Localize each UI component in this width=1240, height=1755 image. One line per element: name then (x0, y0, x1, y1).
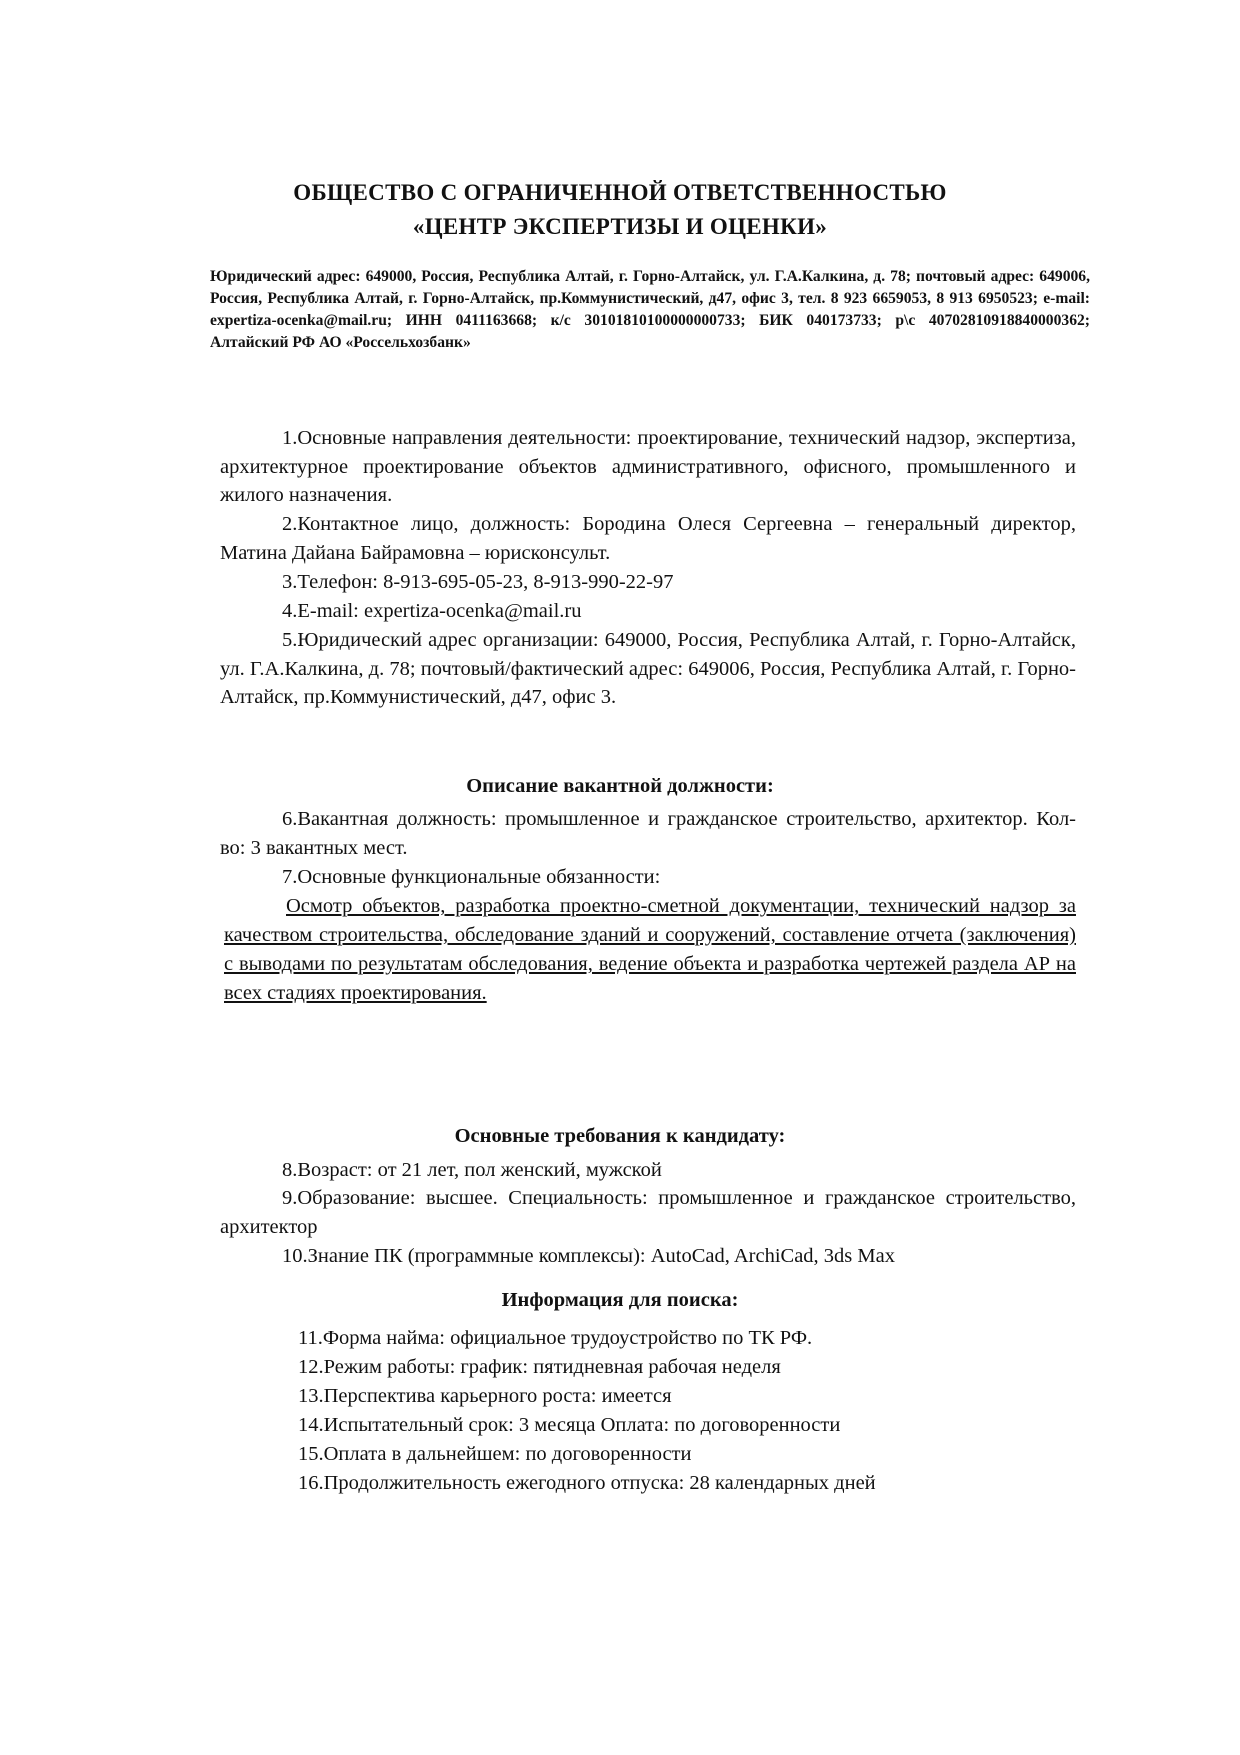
company-title-line2: «ЦЕНТР ЭКСПЕРТИЗЫ И ОЦЕНКИ» (412, 214, 828, 239)
heading-vacancy-description: Описание вакантной должности: (466, 775, 774, 797)
item-16-vacation: 16.Продолжительность ежегодного отпуска: 28 календарных дней (298, 1472, 876, 1494)
item-13-career-growth: 13.Перспектива карьерного роста: имеется (298, 1385, 672, 1407)
company-requisites: Юридический адрес: 649000, Россия, Республика Алтай, г. Горно-Алтайск, ул. Г.А.Калкина, д. 78; почтовый адрес: 649006, Россия, Республика Алтай, г. Горно-Алтайск, пр.Коммунистический, д47, офис 3, тел. 8 923 6659053, 8 913 6950523; e-mail: expertiza-ocenka@mail.ru; ИНН 0411163668; к/с 30101810100000000733; БИК 040173733; р\с 40702810918840000362; Алтайский РФ АО «Россельхозбанк» (210, 268, 1090, 351)
heading-candidate-requirements: Основные требования к кандидату: (454, 1125, 786, 1147)
item-3-phone: 3.Телефон: 8-913-695-05-23, 8-913-990-22-97 (282, 571, 674, 593)
company-title-line1: ОБЩЕСТВО С ОГРАНИЧЕННОЙ ОТВЕТСТВЕННОСТЬЮ (293, 180, 947, 205)
item-11-employment-form: 11.Форма найма: официальное трудоустройство по ТК РФ. (298, 1327, 813, 1349)
item-6-vacancy: 6.Вакантная должность: промышленное и гражданское строительство, архитектор. Кол-во: 3 вакантных мест. (220, 808, 1076, 859)
item-9-education: 9.Образование: высшее. Специальность: промышленное и гражданское строительство, архитектор (220, 1187, 1076, 1238)
item-15-payment: 15.Оплата в дальнейшем: по договоренности (298, 1443, 692, 1465)
item-7-duties-title: 7.Основные функциональные обязанности: (282, 866, 661, 888)
item-14-probation: 14.Испытательный срок: 3 месяца Оплата: по договоренности (298, 1414, 841, 1436)
item-8-age: 8.Возраст: от 21 лет, пол женский, мужской (282, 1159, 662, 1181)
heading-search-information: Информация для поиска: (501, 1289, 739, 1311)
item-1-activities: 1.Основные направления деятельности: проектирование, технический надзор, экспертиза, архитектурное проектирование объектов административного, офисного, промышленного и жилого назначения. (220, 427, 1076, 506)
item-10-software: 10.Знание ПК (программные комплексы): AutoCad, ArchiCad, 3ds Max (282, 1245, 895, 1267)
item-4-email: 4.E-mail: expertiza-ocenka@mail.ru (282, 600, 582, 622)
duties-description: Осмотр объектов, разработка проектно-сметной документации, технический надзор за качеством строительства, обследование зданий и сооружений, составление отчета (заключения) с выводами по результатам обследования, ведение объекта и разработка чертежей раздела АР на всех стадиях проектирования. (224, 895, 1076, 1004)
item-12-work-schedule: 12.Режим работы: график: пятидневная рабочая неделя (298, 1356, 781, 1378)
item-5-address: 5.Юридический адрес организации: 649000, Россия, Республика Алтай, г. Горно-Алтайск, ул. Г.А.Калкина, д. 78; почтовый/фактический адрес: 649006, Россия, Республика Алтай, г. Горно-Алтайск, пр.Коммунистический, д47, офис 3. (220, 629, 1076, 708)
item-2-contact-person: 2.Контактное лицо, должность: Бородина Олеся Сергеевна – генеральный директор, Матина Дайана Байрамовна – юрисконсульт. (220, 513, 1076, 564)
